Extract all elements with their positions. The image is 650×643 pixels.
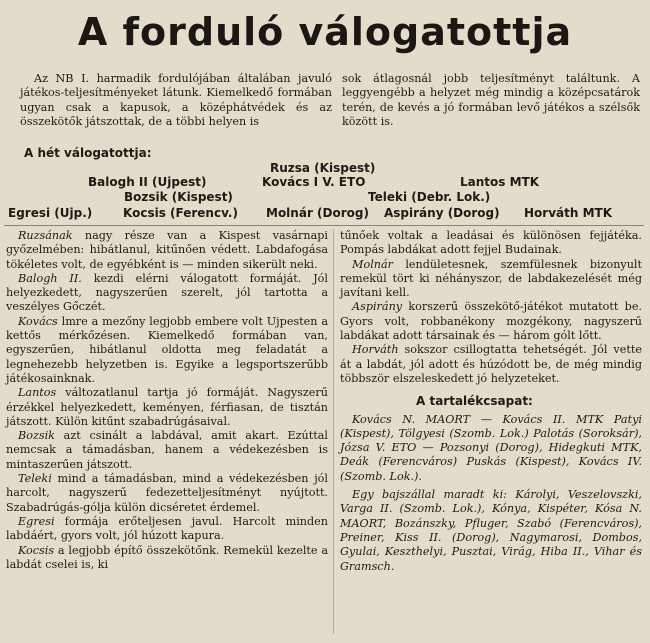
player-note-text: formája erőteljesen javul. Harcolt minden labdáért, gyors volt, jól húzott kapura. — [6, 514, 328, 543]
player-note-text: sokszor csillogtatta tehetségét. Jól vette át a labdát, jól adott és húzódott be, de még mindig többször elszeleskedett jó helyzeteket. — [340, 343, 642, 385]
player-notes-right-column — [340, 229, 642, 574]
player-note-text: nagy része van a Kispest vasárnapi győzelmében: hibátlanul, kitűnően védett. Labdafogása tökéletes volt, de egyébként is — minden sikerült neki. — [6, 229, 328, 271]
reserves-heading: A tartalékcsapat: — [416, 394, 533, 409]
lineup-defence-centre: Kovács I V. ETO — [262, 175, 366, 189]
player-name: Balogh II. — [18, 271, 82, 285]
lineup-defence-left: Balogh II (Ujpest) — [88, 175, 207, 189]
lineup-goalkeeper: Ruzsa (Kispest) — [270, 161, 376, 175]
lineup-forward-1: Egresi (Ujp.) — [8, 206, 93, 220]
also-considered-list: Egy bajszállal maradt ki: Károlyi, Veszelovszki, Varga II. (Szomb. Lok.), Kónya, Kispéter, Kósa N. MAORT, Bozánszky, Pfluger, Szabó (Ferencváros), Preiner, Kiss II. (Dorog), Nagymarosi, Dombos, Gyulai, Keszthelyi, Pusztai, Virág, Hiba II., Vihar és Gramsch. — [340, 488, 642, 573]
player-note — [6, 272, 328, 315]
player-name: Molnár — [352, 257, 393, 271]
player-note-text: a legjobb építő összekötőnk. Remekül kezelte a labdát cselei is, ki — [6, 543, 328, 571]
player-name: Bozsik — [18, 429, 55, 443]
player-name: Horváth — [352, 343, 399, 357]
lineup-half-right: Teleki (Debr. Lok.) — [368, 190, 491, 204]
player-note — [6, 544, 328, 573]
lineup-forward-5: Horváth MTK — [524, 206, 613, 220]
player-note — [6, 229, 328, 272]
player-name: Ruzsának — [18, 229, 73, 242]
headline: A forduló válogatottja — [77, 10, 573, 54]
lineup-half-left: Bozsik (Kispest) — [124, 190, 233, 204]
section-divider — [4, 225, 644, 226]
lineup-defence-right: Lantos MTK — [460, 175, 540, 189]
player-note — [6, 386, 328, 429]
player-note-text: lendületesnek, szemfülesnek bizonyult remekül tört ki néhányszor, de labdakezelését még javítani kell. — [340, 257, 642, 300]
lineup-forward-2: Kocsis (Ferencv.) — [123, 206, 238, 220]
player-name: Lantos — [18, 386, 57, 400]
lineup-forward-4: Aspirány (Dorog) — [384, 206, 500, 220]
player-notes-left-column — [6, 229, 328, 572]
player-name: Egresi — [18, 514, 55, 528]
player-note — [340, 300, 642, 343]
lineup-forward-3: Molnár (Dorog) — [266, 206, 369, 220]
player-note-text: változatlanul tartja jó formáját. Nagyszerű érzékkel helyezkedett, keményen, férfiasan, de tisztán játszott. Külön kitűnt szabadrúgásaival. — [6, 386, 328, 428]
player-note — [6, 429, 328, 472]
intro-left-column: Az NB I. harmadik fordulójában általában javuló játékos-teljesítményeket látunk. Kiemelkedő formában ugyan csak a kapusok, a középhátvédek és az összekötők játszottak, de a többi helyen is — [20, 72, 332, 128]
player-note-continued — [340, 229, 642, 258]
player-name: Kovács — [18, 314, 58, 328]
player-note-text: korszerű összekötő-játékot mutatott be. Gyors volt, robbanékony mozgékony, nagyszerű labdákat adott társainak és — három gólt lőtt. — [340, 300, 642, 343]
player-note — [6, 472, 328, 515]
player-note-text: mind a támadásban, mind a védekezésben jól harcolt, nagyszerű fedezetteljesítményt nyújtott. Szabadrúgás-gólja külön dicséretet érdemel. — [6, 472, 328, 514]
player-note-text: kezdi elérni válogatott formáját. Jól helyezkedett, nagyszerűen szerelt, jól tartotta a veszélyes Gőczét. — [6, 271, 328, 314]
team-of-the-week-heading: A hét válogatottja: — [24, 146, 152, 160]
player-note-text: lmre a mezőny legjobb embere volt Ujpesten a kettős mérkőzésen. Kiemelkedő formában van, egyszerűen, hibátlanul oldotta meg feladatát a legnehezebb helyzetben is. Egyike a legsportszerűbb játékosainknak. — [6, 314, 328, 385]
player-note-text: tűnőek voltak a leadásai és különösen fejjátéka. Pompás labdákat adott fejjel Budainak. — [340, 229, 642, 257]
reserves-list: Kovács N. MAORT — Kovács II. MTK Patyi (Kispest), Tölgyesi (Szomb. Lok.) Palotás (Soroksár), Józsa V. ETO — Pozsonyi (Dorog), Hidegkuti MTK, Deák (Ferencváros) Puskás (Kispest), Kovács IV. (Szomb. Lok.). — [340, 412, 642, 483]
player-name: Kocsis — [18, 543, 55, 557]
column-divider — [333, 229, 334, 634]
player-note — [340, 258, 642, 301]
player-note — [340, 343, 642, 386]
player-note — [6, 515, 328, 544]
player-name: Teleki — [18, 472, 52, 486]
player-note — [6, 315, 328, 386]
player-note-text: azt csinált a labdával, amit akart. Ezúttal nemcsak a támadásban, hanem a védekezésben is mintaszerűen játszott. — [6, 429, 328, 471]
intro-right-column: sok átlagosnál jobb teljesítményt találtunk. A leggyengébb a helyzet még mindig a középcsatárok terén, de kevés a jó formában levő játékos a szélsők között is. — [342, 72, 640, 128]
player-name: Aspirány — [352, 300, 403, 314]
